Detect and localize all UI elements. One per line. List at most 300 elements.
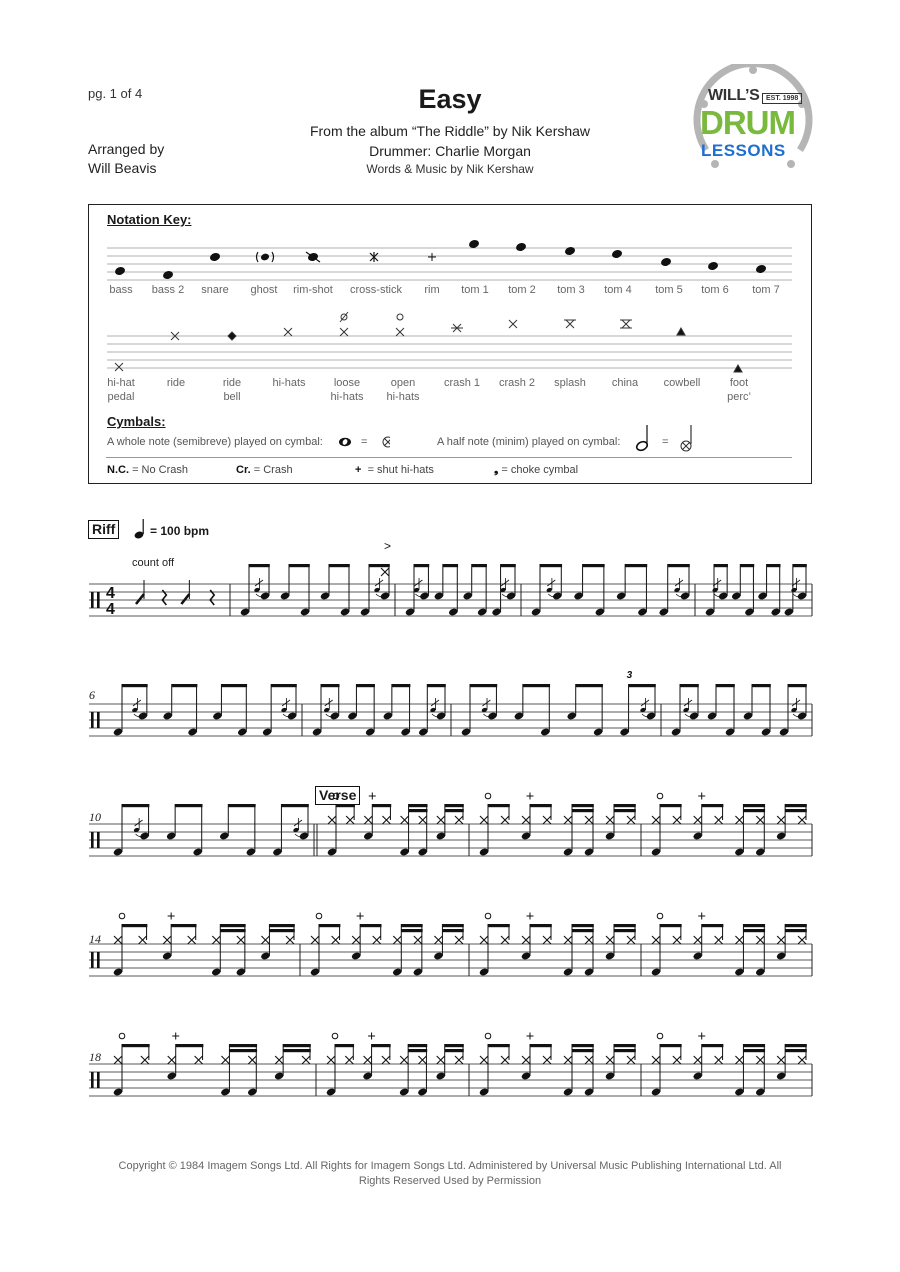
key-label-row1-12: tom 6 — [701, 284, 729, 296]
note-beam — [572, 804, 594, 807]
key-label-row2-0-line1: hi-hat — [107, 377, 135, 389]
hihat-note — [114, 1056, 122, 1064]
song-title: Easy — [418, 84, 482, 114]
open-hihat-mark — [316, 913, 322, 919]
hihat-note — [480, 1056, 488, 1064]
hihat-note — [400, 1056, 408, 1064]
key-label-row2-11-line2: perc’ — [727, 391, 751, 403]
hihat-note — [735, 936, 743, 944]
note-beam — [625, 564, 647, 567]
hihat-note — [437, 816, 445, 824]
hihat-note — [248, 1056, 256, 1064]
note-beam — [409, 809, 428, 812]
grace-slash — [375, 580, 383, 586]
note-beam — [743, 1044, 765, 1047]
note-beam — [614, 804, 636, 807]
hihat-note — [501, 936, 509, 944]
count-off-label: count off — [132, 557, 174, 569]
hihat-note — [652, 816, 660, 824]
note-beam — [743, 924, 765, 927]
key-label-row1-2: snare — [201, 284, 229, 296]
note-beam — [408, 1044, 427, 1047]
key-label-row1-9: tom 3 — [557, 284, 585, 296]
note-beam — [220, 929, 245, 932]
hihat-note — [480, 816, 488, 824]
hihat-note — [401, 816, 409, 824]
open-hihat-mark — [657, 1033, 663, 1039]
note-beam — [369, 564, 390, 567]
note-beam — [122, 1044, 150, 1047]
note-beam — [488, 1044, 510, 1047]
logo-drum: DRUM — [700, 104, 795, 141]
open-hihat-mark — [657, 913, 663, 919]
grace-slash — [547, 580, 555, 586]
note-beam — [442, 924, 463, 927]
hihat-note — [437, 1056, 445, 1064]
note-beam — [714, 564, 728, 567]
hihat-note — [434, 936, 442, 944]
grace-slash — [414, 580, 422, 586]
key-label-row2-3-line1: hi-hats — [272, 377, 306, 389]
key-label-row1-10: tom 4 — [604, 284, 632, 296]
percussion-clef — [97, 832, 100, 848]
shut-hihat-mark — [368, 1033, 375, 1040]
key-label-row2-1-line1: ride — [166, 377, 186, 389]
note-beam — [572, 929, 594, 932]
key-label-row2-10-line1: cowbell — [663, 377, 701, 389]
hihat-note — [798, 816, 806, 824]
hihat-note — [777, 936, 785, 944]
slash-note — [181, 594, 189, 604]
grace-slash — [294, 820, 302, 826]
legend-choke-text: = choke cymbal — [501, 464, 579, 476]
hihat-note — [522, 816, 530, 824]
note-beam — [743, 929, 765, 932]
hihat-note — [673, 1056, 681, 1064]
half-note-text: A half note (minim) played on cymbal: — [437, 436, 621, 448]
hihat-note — [694, 816, 702, 824]
hihat-note — [419, 816, 427, 824]
slash-note — [136, 594, 144, 604]
whole-note-text: A whole note (semibreve) played on cymbal: — [107, 436, 323, 448]
hihat-note — [364, 816, 372, 824]
hihat-note — [715, 936, 723, 944]
hihat-note — [777, 1056, 785, 1064]
note-beam — [271, 684, 297, 687]
note-beam — [221, 684, 247, 687]
tempo-value: = 100 bpm — [150, 524, 210, 538]
logo-lessons: LESSONS — [701, 141, 786, 160]
open-hihat-mark — [119, 1033, 125, 1039]
key-label-row1-0: bass — [109, 284, 133, 296]
open-hihat-mark — [485, 1033, 491, 1039]
note-beam — [321, 684, 340, 687]
note-beam — [176, 1044, 204, 1047]
open-hihat-mark — [657, 793, 663, 799]
note-beam — [319, 924, 340, 927]
note-beam — [614, 809, 636, 812]
shut-hihat-mark — [698, 913, 705, 920]
note-beam — [743, 804, 765, 807]
key-label-row2-9-line1: china — [611, 377, 639, 389]
note-beam — [122, 804, 149, 807]
hihat-note — [188, 936, 196, 944]
legend-plus-sym: + — [355, 464, 362, 476]
hihat-note — [168, 1056, 176, 1064]
note-beam — [785, 1049, 807, 1052]
words-music-credit: Words & Music by Nik Kershaw — [366, 162, 534, 176]
hihat-note — [327, 1056, 335, 1064]
open-hihat-mark — [485, 793, 491, 799]
note-beam — [335, 1044, 354, 1047]
note-beam — [785, 924, 807, 927]
note-beam — [472, 564, 487, 567]
hihat-note — [606, 816, 614, 824]
key-label-row2-11-line1: foot — [729, 377, 749, 389]
note-beam — [122, 924, 147, 927]
grace-slash — [675, 580, 683, 586]
hihat-note — [352, 936, 360, 944]
note-beam — [530, 1044, 552, 1047]
shut-hihat-mark — [527, 1033, 534, 1040]
hihat-note — [212, 936, 220, 944]
note-beam — [740, 564, 754, 567]
hihat-note — [455, 1056, 463, 1064]
riff-section-label: Riff — [88, 520, 119, 539]
legend-plus-text: = shut hi-hats — [367, 464, 434, 476]
note-beam — [572, 1049, 594, 1052]
hihat-note — [114, 936, 122, 944]
hihat-note — [627, 936, 635, 944]
hihat-note — [652, 936, 660, 944]
key-label-row2-4-line2: hi-hats — [330, 391, 364, 403]
hihat-note — [373, 936, 381, 944]
hihat-note — [522, 1056, 530, 1064]
note-beam — [220, 924, 245, 927]
hihat-note — [345, 1056, 353, 1064]
percussion-clef — [91, 832, 94, 848]
note-beam — [269, 924, 294, 927]
note-beam — [249, 564, 270, 567]
note-beam — [488, 924, 510, 927]
note-beam — [767, 564, 781, 567]
hihat-note — [302, 1056, 310, 1064]
note-beam — [171, 924, 196, 927]
hihat-note — [328, 816, 336, 824]
shut-hihat-mark — [698, 1033, 705, 1040]
grace-slash — [282, 700, 290, 706]
measure-number-18: 18 — [89, 1050, 101, 1064]
note-beam — [336, 804, 355, 807]
hihat-note — [311, 936, 319, 944]
note-beam — [785, 804, 807, 807]
hihat-note — [585, 816, 593, 824]
hihat-note — [195, 1056, 203, 1064]
key-label-row2-5-line2: hi-hats — [386, 391, 420, 403]
key-label-row2-7-line1: crash 2 — [498, 377, 536, 389]
hihat-note — [332, 936, 340, 944]
note-beam — [172, 684, 198, 687]
percussion-clef — [97, 952, 100, 968]
hihat-note — [652, 1056, 660, 1064]
note-beam — [614, 1049, 636, 1052]
note-beam — [660, 804, 682, 807]
hihat-note — [261, 936, 269, 944]
percussion-clef — [91, 952, 94, 968]
note-beam — [716, 684, 735, 687]
key-label-row2-2-line1: ride — [222, 377, 242, 389]
note-beam — [409, 804, 428, 807]
hihat-note — [221, 1056, 229, 1064]
note-beam — [445, 809, 464, 812]
hihat-note — [455, 936, 463, 944]
note-beam — [785, 809, 807, 812]
hihat-note — [564, 1056, 572, 1064]
note-beam — [414, 564, 429, 567]
hihat-note — [393, 936, 401, 944]
hihat-note — [735, 816, 743, 824]
key-label-row1-1: bass 2 — [151, 284, 185, 296]
note-beam — [281, 804, 308, 807]
album-credit: From the album “The Riddle” by Nik Kershaw — [309, 123, 591, 139]
hihat-note — [522, 936, 530, 944]
page-number: pg. 1 of 4 — [88, 86, 143, 101]
key-label-row2-0-line2: pedal — [107, 391, 135, 403]
copyright-line-1: Copyright © 1984 Imagem Songs Ltd. All Rights for Imagem Songs Ltd. Administered by Universal Music Publishing International Ltd. All — [118, 1160, 782, 1172]
measure-number-6: 6 — [89, 688, 95, 702]
hihat-note — [382, 1056, 390, 1064]
note-beam — [445, 1049, 464, 1052]
hihat-note — [694, 1056, 702, 1064]
hihat-note — [606, 1056, 614, 1064]
note-beam — [360, 924, 381, 927]
note-beam — [372, 1044, 391, 1047]
key-label-row1-8: tom 2 — [508, 284, 536, 296]
shut-hihat-mark — [527, 793, 534, 800]
note-beam — [269, 929, 294, 932]
grace-slash — [482, 700, 490, 706]
open-hihat-mark — [333, 793, 339, 799]
percussion-clef — [91, 712, 94, 728]
note-beam — [793, 564, 807, 567]
note-beam — [668, 564, 690, 567]
note-beam — [122, 684, 148, 687]
legend-nc-text: = No Crash — [132, 464, 189, 476]
key-label-row2-8-line1: splash — [554, 377, 586, 389]
grace-slash — [641, 700, 649, 706]
hihat-note — [501, 1056, 509, 1064]
hihat-note — [139, 936, 147, 944]
time-sig-top: 4 — [106, 585, 115, 602]
drummer-credit: Drummer: Charlie Morgan — [369, 143, 531, 159]
hihat-note — [286, 936, 294, 944]
note-beam — [788, 684, 807, 687]
note-beam — [614, 1044, 636, 1047]
note-beam — [229, 1044, 257, 1047]
note-beam — [501, 564, 516, 567]
notation-key-title: Notation Key: — [107, 212, 192, 227]
hihat-note — [756, 816, 764, 824]
copyright-line-2: Rights Reserved Used by Permission — [358, 1175, 542, 1187]
hihat-note — [275, 1056, 283, 1064]
hihat-note — [627, 816, 635, 824]
hihat-note — [585, 936, 593, 944]
shut-hihat-mark — [357, 913, 364, 920]
note-beam — [443, 564, 458, 567]
hihat-note — [673, 816, 681, 824]
hihat-note — [543, 936, 551, 944]
note-beam — [680, 684, 699, 687]
open-hihat-mark — [332, 1033, 338, 1039]
note-beam — [427, 684, 446, 687]
grace-slash — [792, 700, 800, 706]
note-beam — [283, 1049, 311, 1052]
note-beam — [743, 1049, 765, 1052]
half-note-equals: = — [662, 436, 669, 448]
tuplet-number: 3 — [626, 670, 633, 681]
note-beam — [329, 564, 350, 567]
note-beam — [572, 924, 594, 927]
hihat-note — [627, 1056, 635, 1064]
note-beam — [572, 1044, 594, 1047]
hihat-note — [673, 936, 681, 944]
key-label-row1-5: cross-stick — [350, 284, 402, 296]
grace-slash — [431, 700, 439, 706]
hihat-note — [501, 816, 509, 824]
hihat-note — [564, 936, 572, 944]
hihat-note — [237, 936, 245, 944]
logo-est: EST. 1998 — [762, 93, 802, 104]
shut-hihat-mark — [527, 913, 534, 920]
note-beam — [523, 684, 550, 687]
note-beam — [445, 804, 464, 807]
note-beam — [372, 804, 391, 807]
note-beam — [572, 809, 594, 812]
hihat-note — [777, 816, 785, 824]
grace-slash — [135, 820, 143, 826]
legend-cr-text: = Crash — [253, 464, 293, 476]
note-beam — [629, 684, 656, 687]
open-hihat-mark — [485, 913, 491, 919]
note-beam — [530, 924, 552, 927]
note-beam — [442, 929, 463, 932]
hihat-note — [382, 816, 390, 824]
grace-slash — [133, 700, 141, 706]
hihat-note — [798, 936, 806, 944]
shut-hihat-mark — [698, 793, 705, 800]
note-beam — [702, 804, 724, 807]
note-beam — [702, 924, 724, 927]
grace-slash — [255, 580, 263, 586]
legend-nc-abbr: N.C. — [107, 464, 129, 476]
note-beam — [488, 804, 510, 807]
note-beam — [530, 804, 552, 807]
measure-number-10: 10 — [89, 810, 101, 824]
note-beam — [175, 804, 202, 807]
accent-mark: > — [384, 539, 392, 553]
percussion-clef — [91, 592, 94, 608]
key-label-row1-3: ghost — [250, 284, 278, 296]
key-label-row1-13: tom 7 — [752, 284, 780, 296]
grace-slash — [325, 700, 333, 706]
note-beam — [392, 684, 411, 687]
logo-wills: WILL’S — [708, 87, 760, 104]
note-beam — [289, 564, 310, 567]
hihat-note — [715, 1056, 723, 1064]
shut-hihat-mark — [369, 793, 376, 800]
open-hihat-mark — [119, 913, 125, 919]
note-beam — [445, 1044, 464, 1047]
note-beam — [228, 804, 255, 807]
key-label-row1-11: tom 5 — [655, 284, 683, 296]
hihat-note — [543, 1056, 551, 1064]
key-label-row2-5-line1: open — [390, 377, 416, 389]
hihat-note — [694, 936, 702, 944]
hihat-note — [346, 816, 354, 824]
note-beam — [470, 684, 497, 687]
note-beam — [785, 929, 807, 932]
hihat-note — [798, 1056, 806, 1064]
hihat-note — [455, 816, 463, 824]
note-beam — [743, 809, 765, 812]
note-beam — [785, 1044, 807, 1047]
shut-hihat-mark — [172, 1033, 179, 1040]
key-label-row1-4: rim-shot — [293, 284, 333, 296]
hihat-note — [715, 816, 723, 824]
note-beam — [660, 924, 682, 927]
hihat-note — [480, 936, 488, 944]
note-beam — [702, 1044, 724, 1047]
percussion-clef — [97, 592, 100, 608]
hihat-note — [543, 816, 551, 824]
grace-slash — [501, 580, 509, 586]
hihat-note — [756, 936, 764, 944]
hihat-note — [564, 816, 572, 824]
shut-hihat-mark — [168, 913, 175, 920]
note-beam — [283, 1044, 311, 1047]
hihat-note — [141, 1056, 149, 1064]
note-beam — [660, 1044, 682, 1047]
note-beam — [576, 684, 603, 687]
copyright-notice — [100, 1159, 800, 1189]
note-beam — [614, 924, 636, 927]
note-beam — [540, 564, 562, 567]
arranger-name: Will Beavis — [88, 160, 157, 176]
cymbals-title: Cymbals: — [107, 414, 166, 429]
legend-cr-abbr: Cr. — [236, 464, 251, 476]
note-beam — [356, 684, 375, 687]
percussion-clef — [97, 1072, 100, 1088]
percussion-clef — [91, 1072, 94, 1088]
note-beam — [583, 564, 605, 567]
key-label-row2-2-line2: bell — [223, 391, 241, 403]
hihat-note — [163, 936, 171, 944]
key-label-row2-6-line1: crash 1 — [443, 377, 481, 389]
note-beam — [614, 929, 636, 932]
note-beam — [401, 929, 422, 932]
legend-choke-sym: ❟ — [494, 464, 499, 476]
hihat-note — [585, 1056, 593, 1064]
measure-number-14: 14 — [89, 932, 101, 946]
hihat-note — [606, 936, 614, 944]
key-label-row2-4-line1: loose — [333, 377, 361, 389]
percussion-clef — [97, 712, 100, 728]
hihat-note — [364, 1056, 372, 1064]
hihat-note — [418, 1056, 426, 1064]
note-beam — [752, 684, 771, 687]
arranged-by-label: Arranged by — [88, 141, 165, 157]
note-beam — [401, 924, 422, 927]
